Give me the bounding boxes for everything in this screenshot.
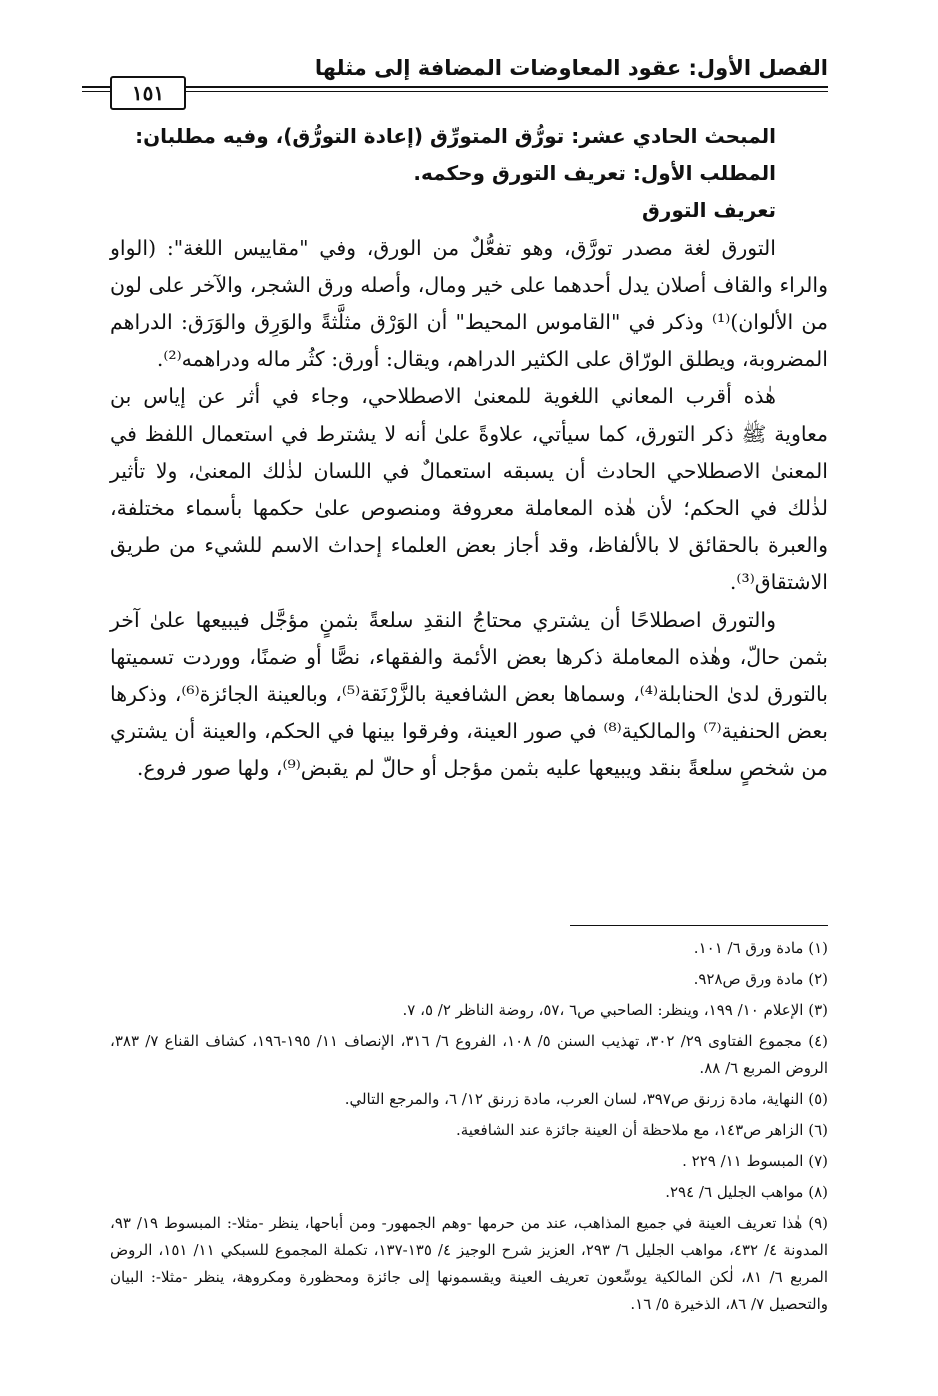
footnotes [110, 935, 828, 1322]
page-header [82, 48, 828, 108]
subsection-heading: المطلب الأول: تعريف التورق وحكمه. [413, 161, 776, 186]
footnote: (٨) مواهب الجليل ٦/ ٢٩٤. [665, 1183, 828, 1201]
main-text [110, 118, 828, 788]
paragraph-linguistic-definition: التورق لغة مصدر تورَّق، وهو تفعُّلٌ من الورق، وفي "مقاييس اللغة": (الواو والراء والقاف أصلان يدل أحدهما على خير ومال، وأصله ورق الشجر، والآخر على لون من الألوان)⁽¹⁾ وذكر في "القاموس المحيط" أن الوَرْق مثلَّثةً والوَرِق والوَرَق: الدراهم المضروبة، ويطلق الورّاق على الكثير الدراهم، ويقال: أورق: كثُر ماله ودراهمه⁽²⁾. [110, 235, 829, 372]
footnote: (٧) المبسوط ١١/ ٢٢٩ . [682, 1152, 828, 1170]
footnote: (٢) مادة ورق ص٩٢٨. [693, 970, 828, 988]
footnote: (٣) الإعلام ١٠/ ١٩٩، وينظر: الصاحبي ص٦ ،٥٧، روضة الناظر ٢/ ٥، ٧. [402, 1001, 828, 1019]
section-heading: المبحث الحادي عشر: تورُّق المتورِّق (إعادة التورُّق)، وفيه مطلبان: [135, 124, 776, 148]
definition-heading: تعريف التورق [642, 198, 776, 223]
paragraph-commentary: هٰذه أقرب المعاني اللغوية للمعنىٰ الاصطلاحي، وجاء في أثر عن إياس بن معاوية ﷺ ذكر التورق، كما سيأتي، علاوةً علىٰ أنه لا يشترط في استعمال اللفظ في المعنىٰ الاصطلاحي الحادث أن يسبقه استعمالٌ في اللسان لذٰلك المعنىٰ، ولا تأثير لذٰلك في الحكم؛ لأن هٰذه المعاملة معروفة ومنصوص علىٰ حكمها بأسماء مختلفة، والعبرة بالحقائق لا بالألفاظ، وقد أجاز بعض العلماء إحداث الاسم للشيء من طريق الاشتقاق⁽³⁾. [110, 384, 828, 595]
footnote: (٩) هٰذا تعريف العينة في جميع المذاهب، عند من حرمها -وهم الجمهور- ومن أباحها، ينظر -مثلا-: المبسوط ١٩/ ٩٣، المدونة ٤/ ٤٣٢، مواهب الجليل ٦/ ٢٩٣، العزيز شرح الوجيز ٤/ ١٣٥-١٣٧، تكملة المجموع للسبكي ١١/ ١٥١، الروض المربع ٦/ ٨١، لٰكن المالكية يوسِّعون تعريف العينة ويقسمونها إلى جائزة ومحظورة ومكروهة، ينظر -مثلا-: البيان والتحصيل ٧/ ٨٦، الذخيرة ٥/ ١٦. [110, 1214, 829, 1313]
footnote: (٤) مجموع الفتاوى ٢٩/ ٣٠٢، تهذيب السنن ٥/ ١٠٨، الفروع ٦/ ٣١٦، الإنصاف ١١/ ١٩٥-١٩٦، كشاف القناع ٧/ ٣٨٣، الروض المربع ٦/ ٨٨. [110, 1032, 828, 1077]
footnote: (٦) الزاهر ص١٤٣، مع ملاحظة أن العينة جائزة عند الشافعية. [455, 1121, 828, 1139]
header-rule [82, 86, 828, 92]
paragraph-technical-definition: والتورق اصطلاحًا أن يشتري محتاجُ النقدِ سلعةً بثمنٍ مؤجَّل فيبيعها علىٰ آخر بثمن حالّ، وهٰذه المعاملة ذكرها بعض الأئمة والفقهاء، نصًّا أو ضمنًا، ووردت تسميتها بالتورق لدىٰ الحنابلة⁽⁴⁾، وسماها بعض الشافعية بالزَّرْنَقة⁽⁵⁾، وبالعينة الجائزة⁽⁶⁾، وذكرها بعض الحنفية⁽⁷⁾ والمالكية⁽⁸⁾ في صور العينة، وفرقوا بينها في الحكم، والعينة أن يشتري من شخصٍ سلعةً بنقد ويبيعها عليه بثمن مؤجل أو حالّ لم يقبض⁽⁹⁾، ولها صور فروع. [110, 607, 828, 781]
running-title: الفصل الأول: عقود المعاوضات المضافة إلى مثلها [314, 56, 828, 80]
footnote-separator [570, 925, 828, 926]
footnote: (٥) النهاية، مادة زرنق ص٣٩٧، لسان العرب، مادة زرنق ١٢/ ٦، والمرجع التالي. [344, 1090, 828, 1108]
page-number: ١٥١ [110, 76, 186, 110]
footnote: (١) مادة ورق ٦/ ١٠١. [693, 939, 828, 957]
